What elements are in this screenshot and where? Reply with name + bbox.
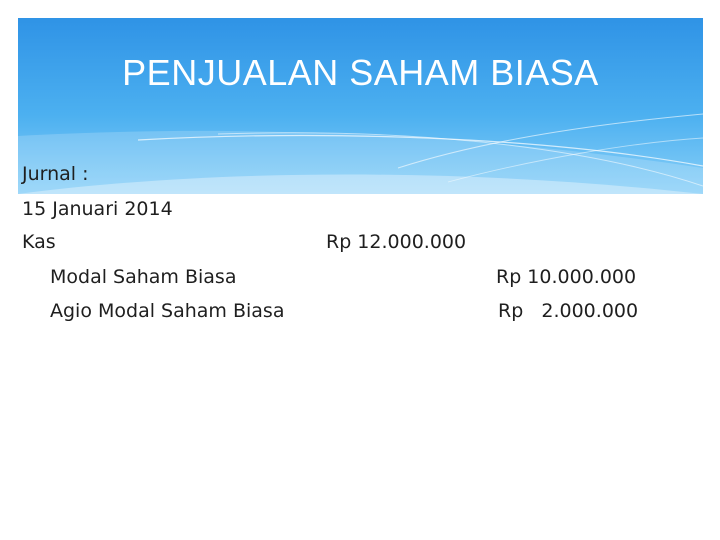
entry-debit-kas: Rp 12.000.000	[326, 231, 467, 253]
journal-heading: Jurnal :	[22, 163, 89, 185]
header-banner	[18, 18, 703, 194]
slide-title: PENJUALAN SAHAM BIASA	[122, 52, 599, 93]
entry-account-modal-saham: Modal Saham Biasa	[50, 266, 237, 288]
entry-credit-agio: Rp 2.000.000	[498, 300, 639, 322]
entry-account-kas: Kas	[22, 231, 56, 253]
wave-decoration	[18, 18, 703, 194]
entry-account-agio: Agio Modal Saham Biasa	[50, 300, 285, 322]
entry-credit-modal-saham: Rp 10.000.000	[496, 266, 637, 288]
journal-date: 15 Januari 2014	[22, 198, 173, 220]
